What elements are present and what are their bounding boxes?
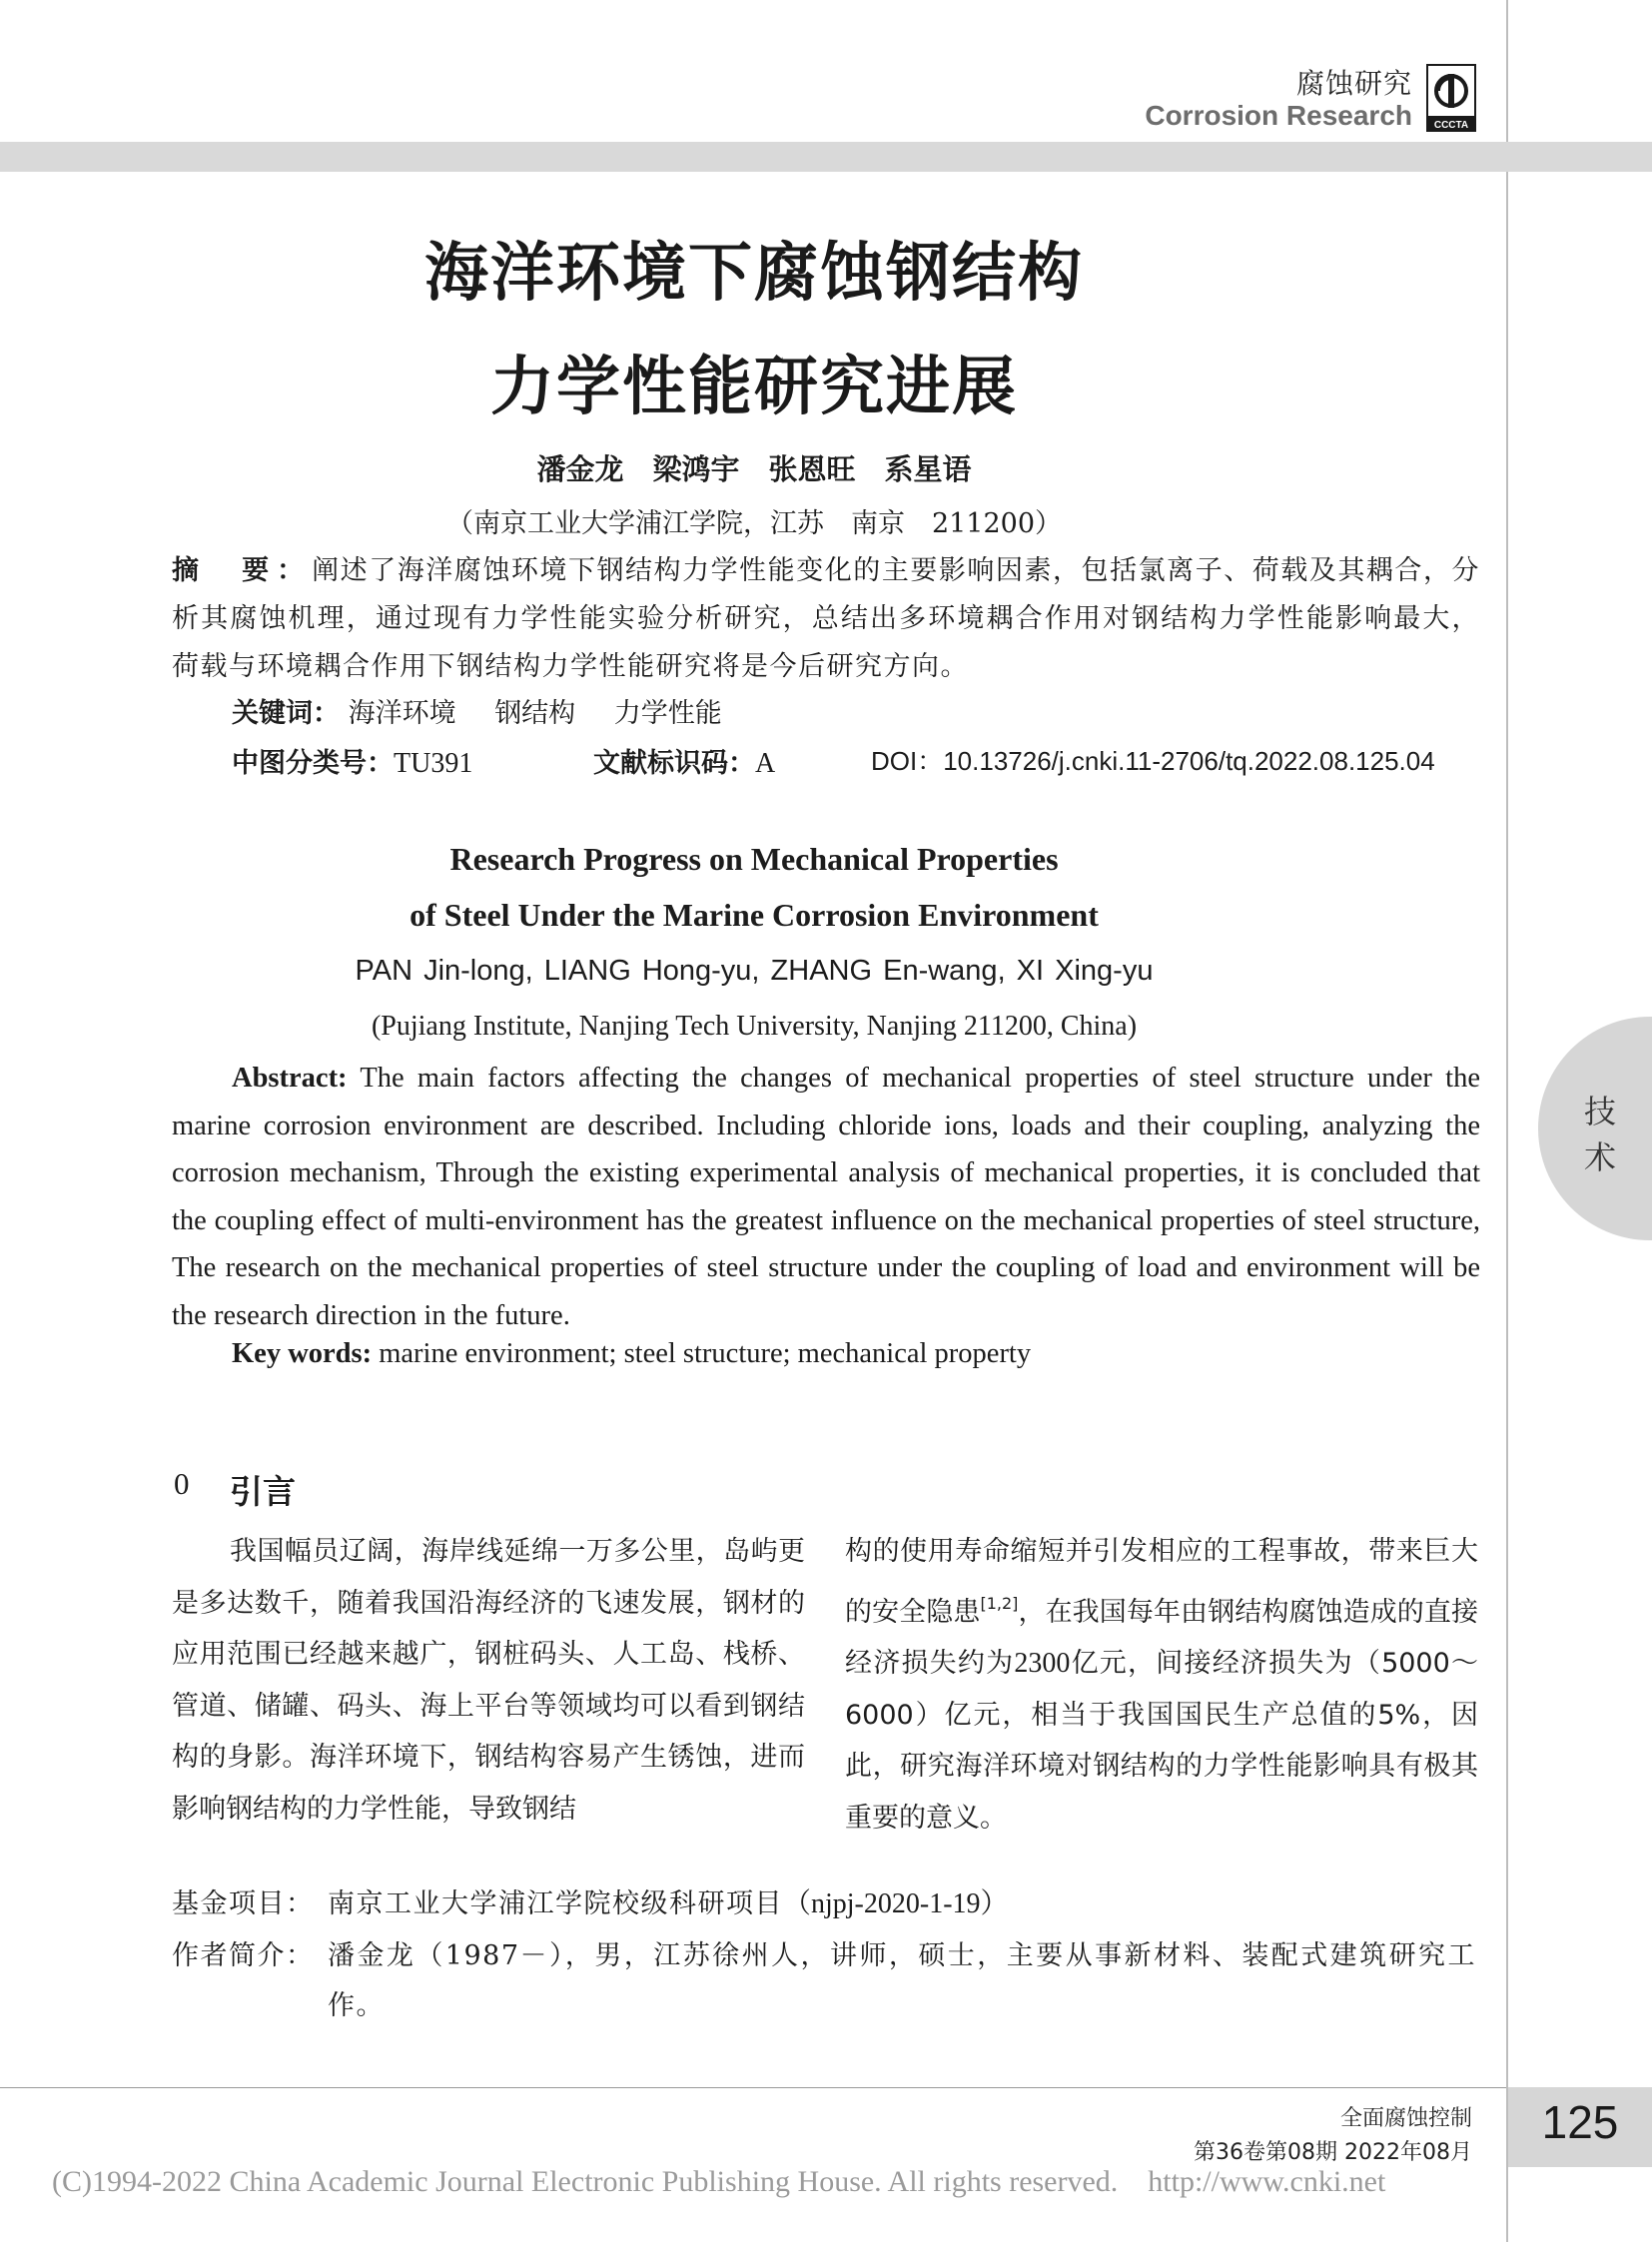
- author-footnote: [172, 1931, 1480, 2041]
- right-margin-rule: [1506, 0, 1508, 2242]
- abstract-cn-label: 摘 要：: [172, 555, 313, 586]
- abstract-cn-text: 阐述了海洋腐蚀环境下钢结构力学性能变化的主要影响因素，包括氯离子、荷载及其耦合，分析其腐蚀机理，通过现有力学性能实验分析研究，总结出多环境耦合作用对钢结构力学性能影响最大，荷载与环境耦合作用下钢结构力学性能研究将是今后研究方向。: [172, 555, 1481, 682]
- section-title: 引言: [230, 1472, 296, 1511]
- cccta-logo-icon: [1426, 64, 1476, 132]
- citation-ref[interactable]: [1,2]: [980, 1593, 1019, 1613]
- keyword-cn: 力学性能: [613, 698, 722, 729]
- title-en-line2: of Steel Under the Marine Corrosion Environment: [410, 897, 1099, 933]
- header-band: [0, 142, 1652, 172]
- body-text: 亿元，间接经济损失为（5000～6000）亿元，相当于我国国民生产总值的5%，因此，研究海洋环境对钢结构的力学性能影响具有极其重要的意义。: [845, 1648, 1479, 1834]
- footer-journal: 全面腐蚀控制: [1339, 2106, 1472, 2131]
- fund-label: 基金项目：: [172, 1888, 315, 1919]
- classification-row: [232, 741, 1480, 781]
- keyword-cn: 钢结构: [494, 698, 576, 729]
- footer-rule: [0, 2087, 1506, 2088]
- abstract-cn: [172, 547, 1480, 691]
- title-en-line1: Research Progress on Mechanical Properties: [449, 841, 1059, 877]
- authors-en: PAN Jin-long, LIANG Hong-yu, ZHANG En-wang, XI Xing-yu: [355, 955, 1154, 987]
- abstract-en-text: The main factors affecting the changes of mechanical properties of steel structure under the marine corrosion environment are described. Including chloride ions, loads and their coupling, analyzing the corrosion mechanism, Through the existing experimental analysis of mechanical properties, it is concluded that the coupling effect of multi-environment has the greatest influence on the mechanical properties of steel structure, The research on the mechanical properties of steel structure under the coupling of load and environment will be the research direction in the future.: [172, 1063, 1480, 1331]
- affiliation-en: (Pujiang Institute, Nanjing Tech University, Nanjing 211200, China): [371, 1011, 1138, 1042]
- side-tab-label: 技 术: [1583, 1093, 1616, 1176]
- copyright-watermark: (C)1994-2022 China Academic Journal Electronic Publishing House. All rights reserved. http://www.cnki.net: [52, 2165, 1386, 2198]
- keywords-en: [232, 1338, 1031, 1370]
- clc-value: TU391: [394, 748, 473, 779]
- doc-code-value: A: [755, 748, 776, 779]
- page-number: 125: [1541, 2096, 1619, 2148]
- journal-section-cn: 腐蚀研究: [1295, 67, 1412, 100]
- doi: DOI：10.13726/j.cnki.11-2706/tq.2022.08.125.04: [871, 746, 1435, 776]
- body-column-right: [845, 1526, 1478, 1844]
- affiliation-cn: （南京工业大学浦江学院，江苏 南京 211200）: [445, 508, 1063, 539]
- clc-label: 中图分类号：: [232, 748, 394, 779]
- fund-footnote: [172, 1879, 1480, 1929]
- body-column-left: 我国幅员辽阔，海岸线延绵一万多公里，岛屿更是多达数千，随着我国沿海经济的飞速发展，钢材的应用范围已经越来越广，钢桩码头、人工岛、栈桥、管道、储罐、码头、海上平台等领域均可以看到钢结构的身影。海洋环境下，钢结构容易产生锈蚀，进而影响钢结构的力学性能，导致钢结: [172, 1536, 805, 1825]
- body-text: 构的使用寿命缩短并引发相应的工程事故，带来巨大的安全隐患: [845, 1536, 1478, 1628]
- body-text: ，在我国每年由钢结构腐蚀造成的直接经济损失约为: [845, 1596, 1478, 1679]
- svg-text:CCCTA: CCCTA: [1433, 120, 1469, 131]
- section-number: 0: [174, 1466, 190, 1501]
- loss-amount: 2300: [1014, 1648, 1071, 1679]
- abstract-en: [172, 1055, 1480, 1339]
- doc-code-label: 文献标识码：: [593, 748, 755, 779]
- author-bio-text: 潘金龙（1987－），男，江苏徐州人，讲师，硕士，主要从事新材料、装配式建筑研究工作。: [328, 1940, 1476, 2021]
- keywords-cn-label: 关键词：: [232, 698, 340, 729]
- fund-text: 南京工业大学浦江学院校级科研项目: [328, 1888, 783, 1919]
- title-cn-line1: 海洋环境下腐蚀钢结构: [424, 237, 1084, 311]
- keywords-en-text: marine environment; steel structure; mechanical property: [372, 1338, 1032, 1369]
- keyword-cn: 海洋环境: [348, 698, 456, 729]
- fund-code: （njpj-2020-1-19）: [783, 1888, 1009, 1919]
- author-bio-label: 作者简介：: [172, 1940, 315, 1971]
- abstract-en-label: Abstract:: [232, 1063, 348, 1094]
- footer-issue: 第36卷第08期 2022年08月: [1194, 2140, 1472, 2165]
- authors-cn: 潘金龙 梁鸿宇 张恩旺 系星语: [536, 452, 972, 486]
- keywords-cn: [232, 691, 752, 730]
- title-cn-line2: 力学性能研究进展: [490, 351, 1018, 424]
- journal-section-en: Corrosion Research: [1145, 100, 1412, 131]
- keywords-en-label: Key words:: [232, 1338, 373, 1369]
